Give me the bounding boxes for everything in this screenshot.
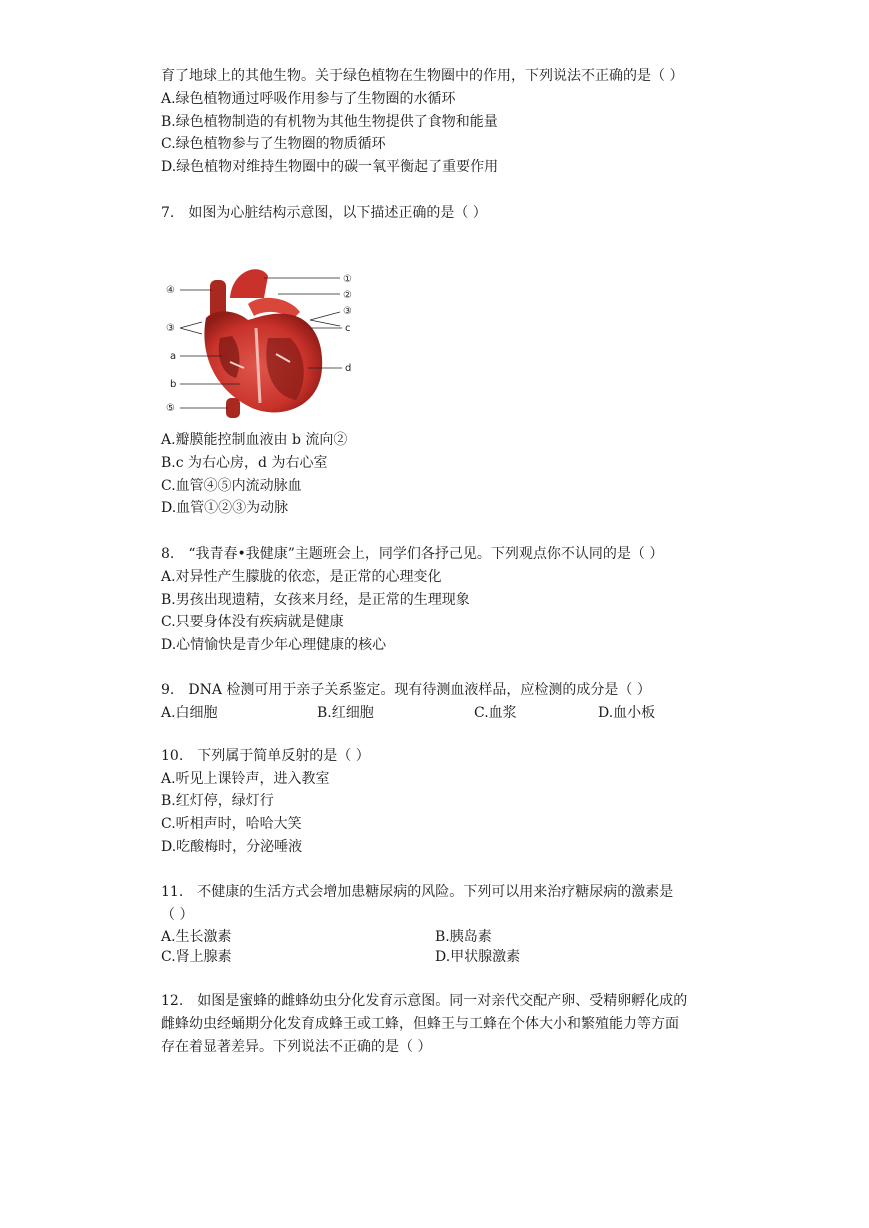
q12-stem-line-3: 存在着显著差异。下列说法不正确的是（ ） xyxy=(161,1039,432,1055)
label-a: a xyxy=(170,351,177,362)
q6-option-d: D.绿色植物对维持生物圈中的碳一氧平衡起了重要作用 xyxy=(161,159,499,175)
aorta-arch xyxy=(230,269,268,298)
q10-option-a: A.听见上课铃声，进入教室 xyxy=(161,771,330,787)
label-5: ⑤ xyxy=(166,403,175,414)
q7-option-d: D.血管①②③为动脉 xyxy=(161,500,289,516)
q7-option-c: C.血管④⑤内流动脉血 xyxy=(161,478,302,494)
q10-option-d: D.吃酸梅时，分泌唾液 xyxy=(161,839,303,855)
q11-stem: 11. 不健康的生活方式会增加患糖尿病的风险。下列可以用来治疗糖尿病的激素是 xyxy=(161,884,674,900)
vena-cava-inferior xyxy=(226,398,240,418)
heart-diagram xyxy=(160,258,360,420)
q7-stem: 7. 如图为心脏结构示意图，以下描述正确的是（ ） xyxy=(161,205,487,221)
q8-stem: 8. “我青春•我健康”主题班会上，同学们各抒己见。下列观点你不认同的是（ ） xyxy=(161,546,664,562)
q8-option-b: B.男孩出现遗精，女孩来月经，是正常的生理现象 xyxy=(161,592,470,608)
q11-option-c: C.肾上腺素 xyxy=(161,949,232,965)
q9-option-c: C.血浆 xyxy=(474,705,517,721)
q8-option-c: C.只要身体没有疾病就是健康 xyxy=(161,614,344,630)
label-4: ④ xyxy=(166,285,175,296)
q12-stem-line-1: 12. 如图是蜜蜂的雌蜂幼虫分化发育示意图。同一对亲代交配产卵、受精卵孵化成的 xyxy=(161,993,688,1009)
q6-option-b: B.绿色植物制造的有机物为其他生物提供了食物和能量 xyxy=(161,114,498,130)
label-3-left: ③ xyxy=(166,323,175,334)
q8-option-d: D.心情愉快是青少年心理健康的核心 xyxy=(161,637,387,653)
q6-stem-continued: 育了地球上的其他生物。关于绿色植物在生物圈中的作用，下列说法不正确的是（ ） xyxy=(161,68,684,84)
q9-option-d: D.血小板 xyxy=(598,705,656,721)
q9-stem: 9. DNA 检测可用于亲子关系鉴定。现有待测血液样品，应检测的成分是（ ） xyxy=(161,682,651,698)
label-d: d xyxy=(345,363,352,374)
label-b: b xyxy=(170,379,177,390)
q9-option-a: A.白细胞 xyxy=(161,705,218,721)
q11-option-b: B.胰岛素 xyxy=(435,929,492,945)
q6-option-c: C.绿色植物参与了生物圈的物质循环 xyxy=(161,136,386,152)
q7-option-a: A.瓣膜能控制血液由 b 流向② xyxy=(161,432,348,448)
q10-option-c: C.听相声时，哈哈大笑 xyxy=(161,816,302,832)
q11-stem-continued: （ ） xyxy=(161,907,194,923)
label-2: ② xyxy=(343,290,352,301)
q7-option-b: B.c 为右心房，d 为右心室 xyxy=(161,455,328,471)
q12-stem-line-2: 雌蜂幼虫经蛹期分化发育成蜂王或工蜂，但蜂王与工蜂在个体大小和繁殖能力等方面 xyxy=(161,1016,679,1032)
q11-option-a: A.生长激素 xyxy=(161,929,232,945)
q9-option-b: B.红细胞 xyxy=(317,705,374,721)
label-1: ① xyxy=(343,274,352,285)
q6-option-a: A.绿色植物通过呼吸作用参与了生物圈的水循环 xyxy=(161,91,456,107)
q11-option-d: D.甲状腺激素 xyxy=(435,949,521,965)
label-c: c xyxy=(345,323,351,334)
q10-stem: 10. 下列属于简单反射的是（ ） xyxy=(161,748,370,764)
q8-option-a: A.对异性产生朦胧的依恋，是正常的心理变化 xyxy=(161,569,442,585)
label-3-right: ③ xyxy=(343,306,352,317)
q10-option-b: B.红灯停，绿灯行 xyxy=(161,793,274,809)
